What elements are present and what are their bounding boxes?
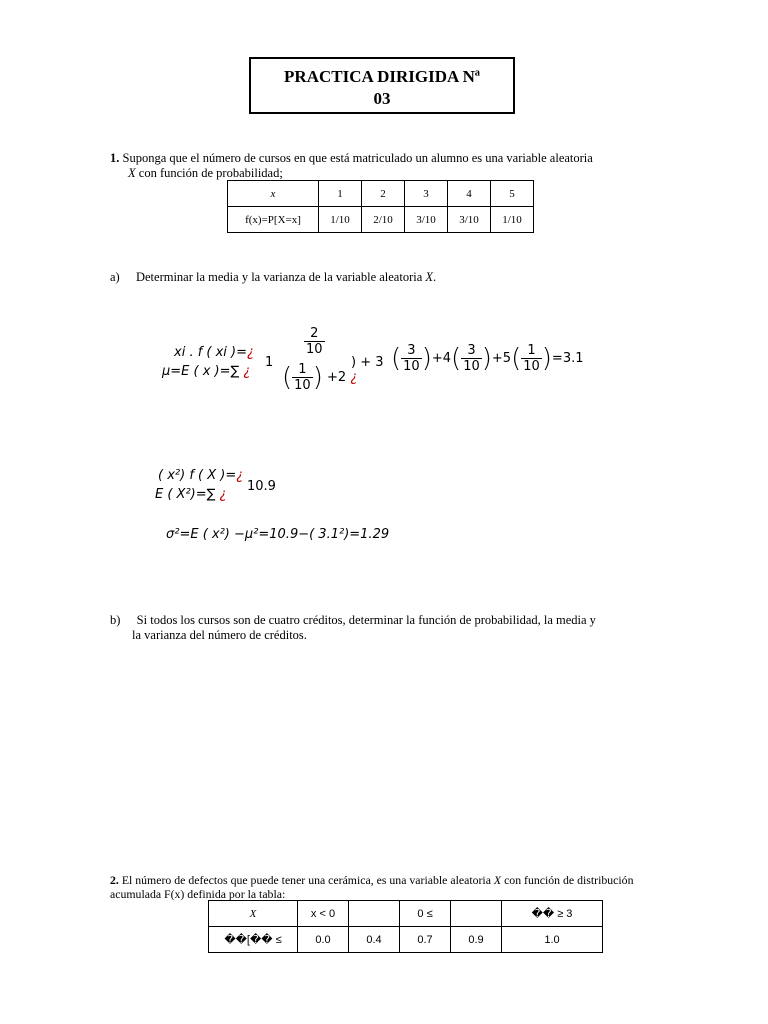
q2-cell: 1.0 [502, 927, 603, 953]
q1-var: X [128, 166, 136, 180]
formula2-value: 10.9 [247, 479, 276, 494]
part-a-var: X [425, 270, 434, 284]
part-b-text2: la varianza del número de créditos. [132, 628, 307, 642]
part-a-label: a) [110, 270, 120, 284]
part-b-line1 [110, 613, 596, 628]
part-a [110, 270, 436, 285]
q2-header-cell: 0 ≤ [400, 901, 451, 927]
q1-number: 1. [110, 151, 120, 165]
formula2-top: ( x²) f ( X )=¿ [158, 468, 244, 483]
q1-x-cell: 3 [405, 181, 448, 207]
q1-header-cell: x [228, 181, 319, 207]
title-box [249, 57, 515, 114]
q1-x-cell: 2 [362, 181, 405, 207]
q1-p-cell: 1/10 [319, 207, 362, 233]
q2-cell: 0.4 [349, 927, 400, 953]
q2-header-cell: �� ≥ 3 [502, 901, 603, 927]
part-a-end: . [433, 270, 437, 284]
title-line1: PRACTICA DIRIGIDA Nª [284, 67, 480, 86]
q1-line2 [128, 166, 283, 181]
q2-var: X [493, 873, 502, 887]
q1-p-cell: 3/10 [405, 207, 448, 233]
q1-p-cell: 2/10 [362, 207, 405, 233]
title-line2: 03 [373, 89, 391, 108]
q2-cell: 0.7 [400, 927, 451, 953]
q1-row-label: f(x)=P[X=x] [228, 207, 319, 233]
q2-header-cell [451, 901, 502, 927]
q1-x-cell: 4 [448, 181, 491, 207]
q2-line1 [110, 873, 633, 888]
q1-text1: Suponga que el número de cursos en que está matriculado un alumno es una variable aleatoria [122, 151, 593, 165]
part-a-text: Determinar la media y la varianza de la variable aleatoria [135, 270, 423, 284]
table-row [228, 207, 534, 233]
q2-header-cell: x < 0 [298, 901, 349, 927]
q1-table [227, 180, 534, 233]
q2-table [208, 900, 603, 953]
formula1-top-left: xi . f ( xi )=¿ [174, 345, 254, 360]
formula1-tail: ( $\frac{3}{10}$ )+4( $\frac{3}{10}$ )+5( $\frac{1}{10}$ )=3.1 [391, 343, 584, 374]
q2-header-cell: X [209, 901, 298, 927]
formula1-frac-low: ( $\frac{1}{10}$ ) +2 ¿ [282, 362, 358, 393]
table-row [209, 927, 603, 953]
formula1-lhs: μ=E ( x )=∑ ¿ [162, 364, 251, 379]
q2-text1: El número de defectos que puede tener una cerámica, es una variable aleatoria [121, 873, 491, 887]
q2-text1b: con función de distribución [504, 873, 634, 887]
table-row [228, 181, 534, 207]
formula1-frac-top: $\frac{2}{10}$ [306, 326, 323, 357]
q2-cell: 0.9 [451, 927, 502, 953]
formula3: σ²=E ( x²) −μ²=10.9−( 3.1²)=1.29 [166, 527, 390, 542]
q2-number: 2. [110, 873, 119, 887]
q1-text2: con función de probabilidad; [138, 166, 283, 180]
table-row [209, 901, 603, 927]
q2-row-label: ��[�� ≤ [209, 927, 298, 953]
q1-line1 [110, 151, 593, 166]
q1-p-cell: 3/10 [448, 207, 491, 233]
q2-text2: acumulada F(x) definida por la tabla: [110, 887, 286, 901]
formula2-lhs: E ( X²)=∑ ¿ [155, 487, 227, 502]
part-b-text1: Si todos los cursos son de cuatro créditos, determinar la función de probabilidad, la media y [136, 613, 596, 627]
formula1-one: 1 [265, 355, 274, 370]
part-b-label: b) [110, 613, 121, 627]
q1-p-cell: 1/10 [491, 207, 534, 233]
q2-header-cell [349, 901, 400, 927]
q1-x-cell: 1 [319, 181, 362, 207]
q2-cell: 0.0 [298, 927, 349, 953]
formula1-plus3: ) + 3 [351, 355, 384, 370]
q1-x-cell: 5 [491, 181, 534, 207]
